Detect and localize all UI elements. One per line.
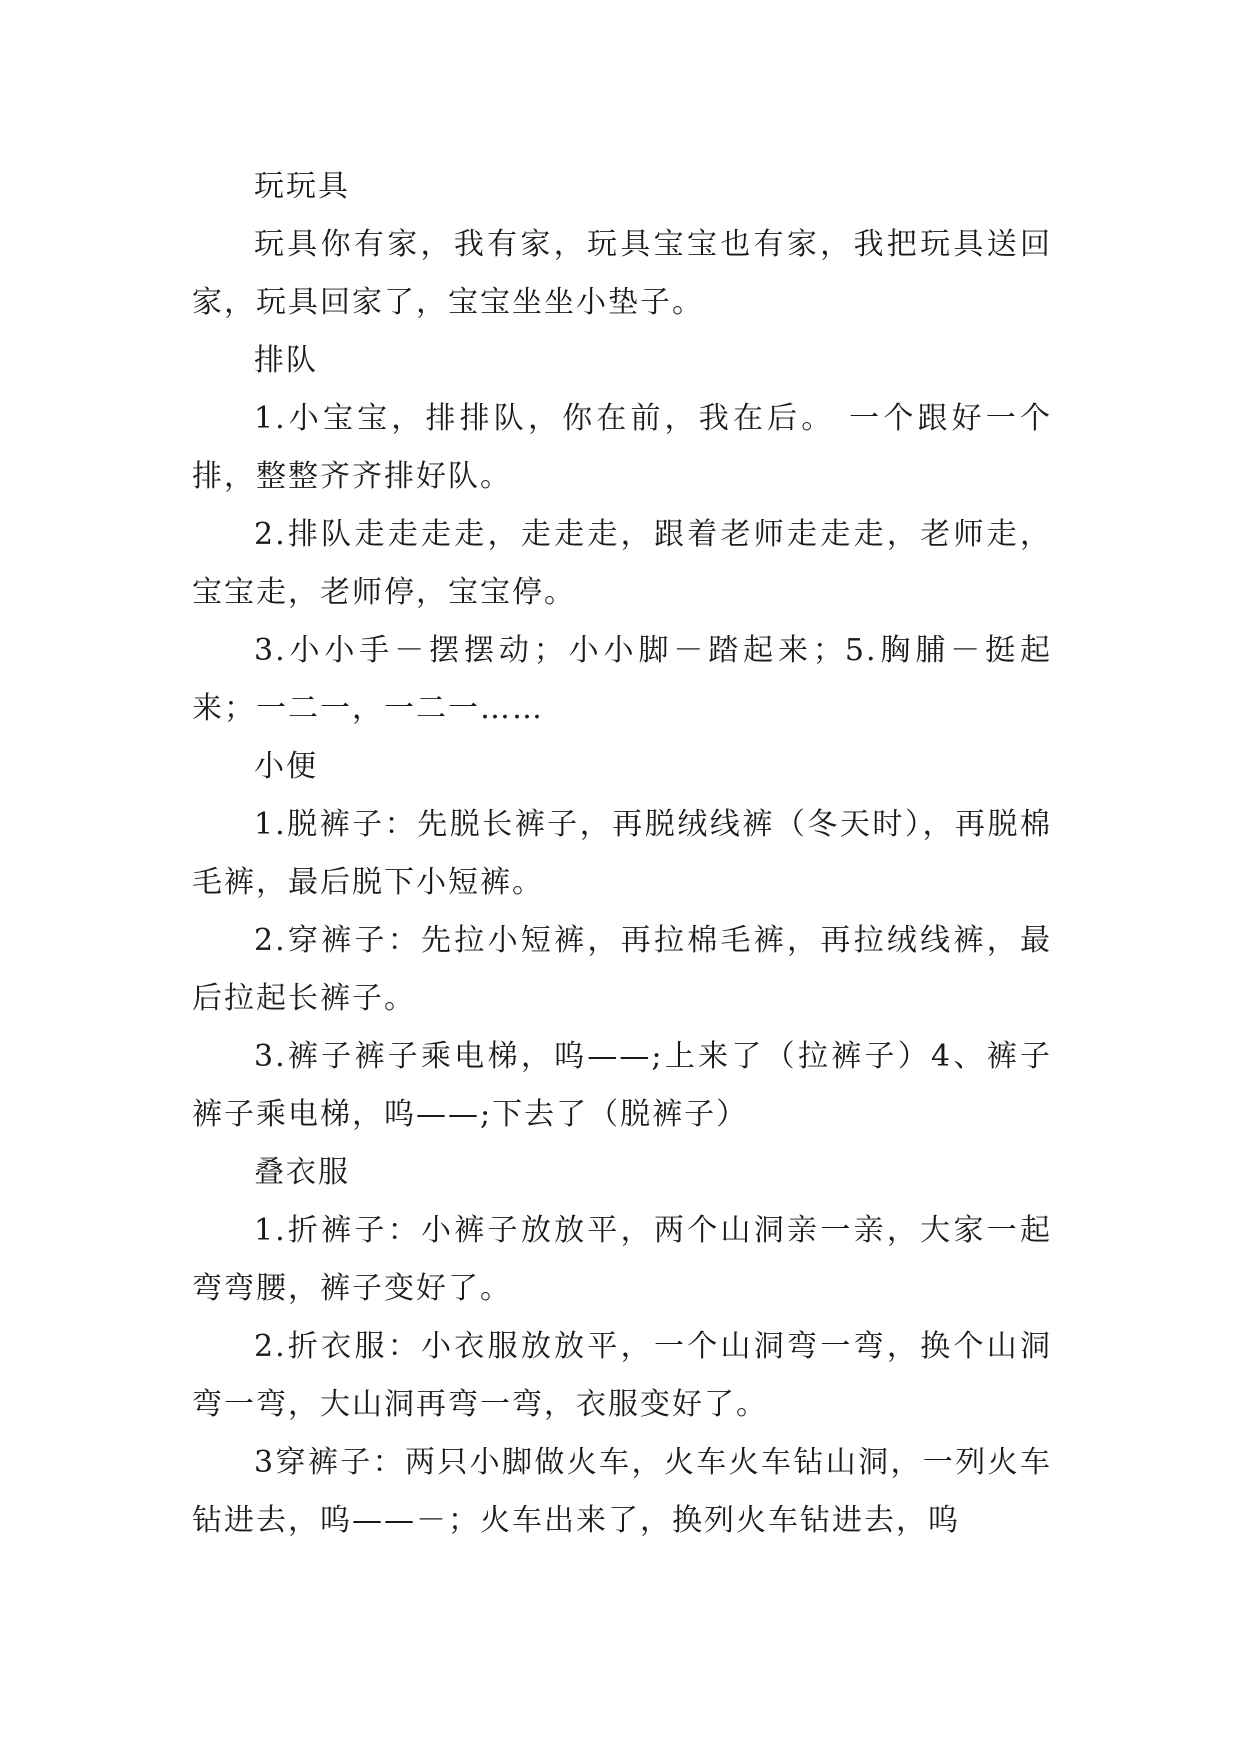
paragraph-fold-clothes-3: 3穿裤子：两只小脚做火车，火车火车钻山洞，一列火车钻进去，呜——－；火车出来了，换列火车钻进去，呜 bbox=[192, 1445, 1052, 1538]
paragraph-fold-clothes-1: 1.折裤子：小裤子放放平，两个山洞亲一亲，大家一起弯弯腰，裤子变好了。 bbox=[192, 1213, 1052, 1306]
heading-toilet: 小便 bbox=[254, 749, 318, 784]
paragraph-fold-clothes-2: 2.折衣服：小衣服放放平，一个山洞弯一弯，换个山洞弯一弯，大山洞再弯一弯，衣服变好了。 bbox=[192, 1329, 1052, 1422]
heading-fold-clothes: 叠衣服 bbox=[254, 1155, 350, 1190]
heading-play-toys: 玩玩具 bbox=[254, 169, 350, 204]
paragraph-line-up-1: 1.小宝宝，排排队，你在前，我在后。 一个跟好一个排，整整齐齐排好队。 bbox=[192, 401, 1052, 494]
paragraph-line-up-2: 2.排队走走走走，走走走，跟着老师走走走，老师走，宝宝走，老师停，宝宝停。 bbox=[192, 517, 1052, 610]
document-body bbox=[192, 158, 1052, 1550]
paragraph-toilet-2: 2.穿裤子：先拉小短裤，再拉棉毛裤，再拉绒线裤，最后拉起长裤子。 bbox=[192, 923, 1052, 1016]
paragraph-line-up-3: 3.小小手－摆摆动；小小脚－踏起来；5.胸脯－挺起来；一二一，一二一…… bbox=[192, 633, 1052, 726]
paragraph-toilet-1: 1.脱裤子：先脱长裤子，再脱绒线裤（冬天时），再脱棉毛裤，最后脱下小短裤。 bbox=[192, 807, 1052, 900]
paragraph-toilet-3: 3.裤子裤子乘电梯，呜——;上来了（拉裤子）4、裤子裤子乘电梯，呜——;下去了（脱裤子） bbox=[192, 1039, 1052, 1132]
heading-line-up: 排队 bbox=[254, 343, 318, 378]
paragraph-play-toys: 玩具你有家，我有家，玩具宝宝也有家，我把玩具送回家，玩具回家了，宝宝坐坐小垫子。 bbox=[192, 227, 1052, 320]
